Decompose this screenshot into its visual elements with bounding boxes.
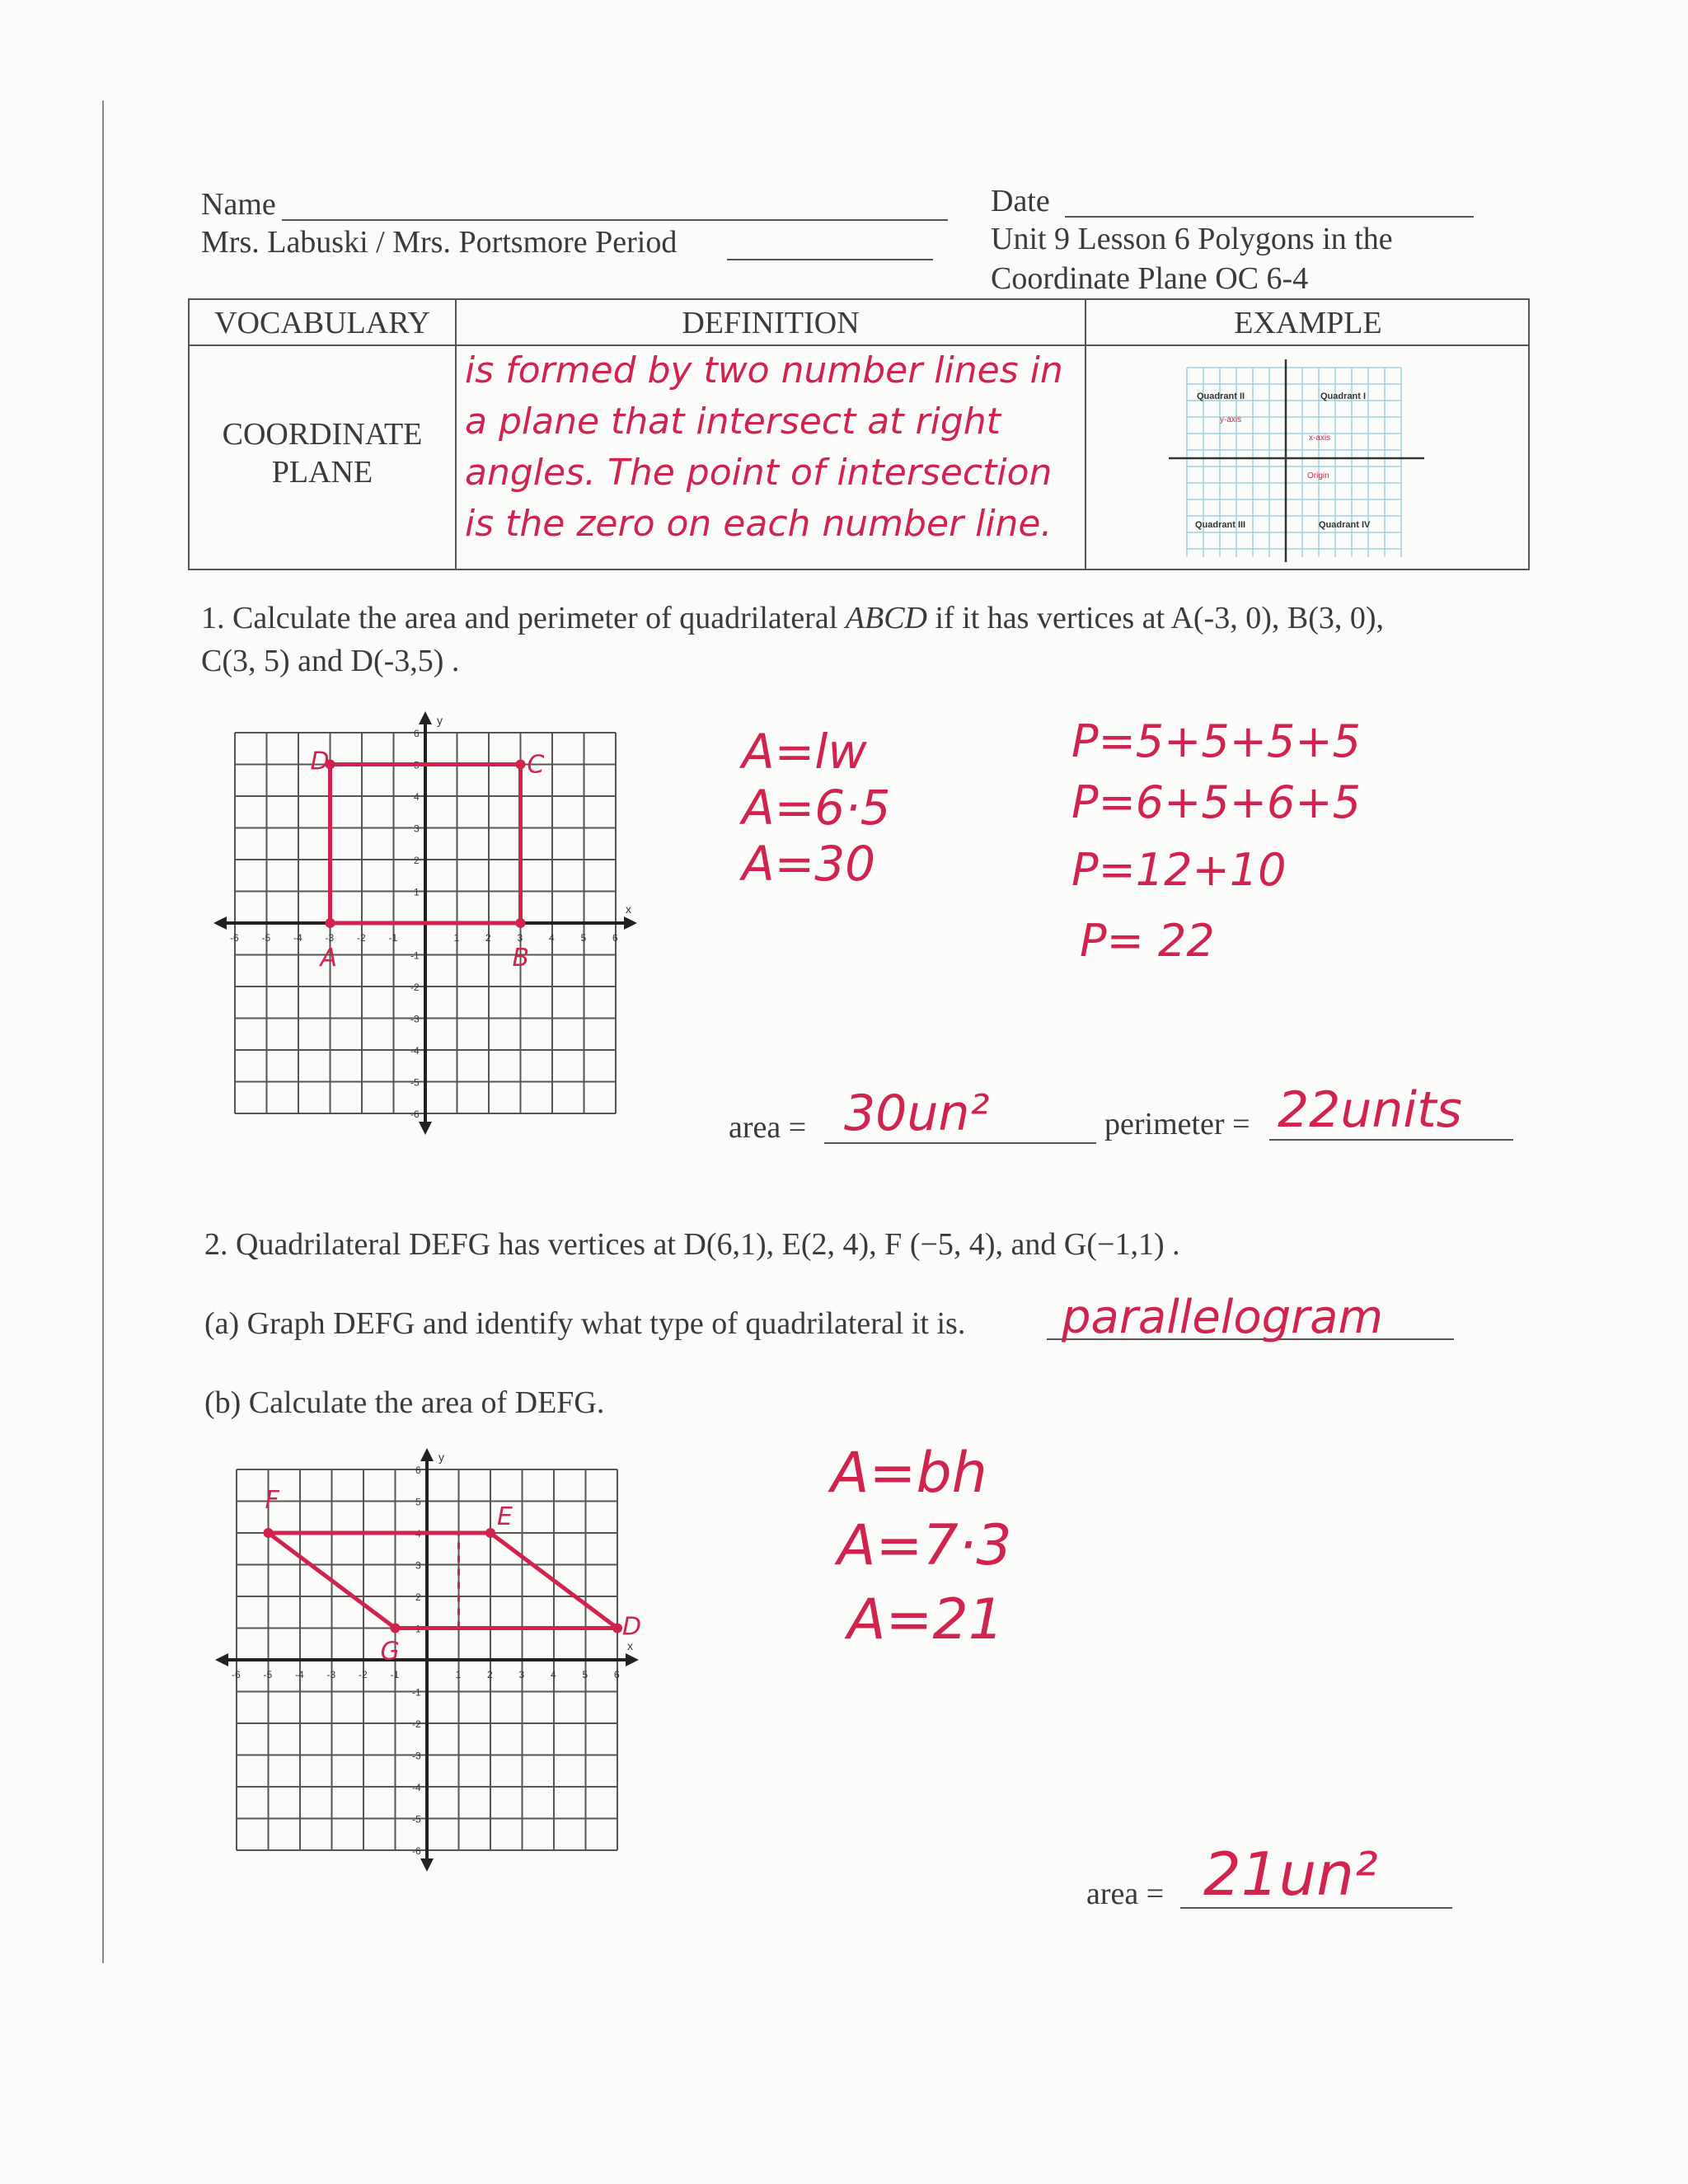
teachers-period: Mrs. Labuski / Mrs. Portsmore Period bbox=[201, 225, 678, 260]
area-work-line: A=21 bbox=[847, 1587, 1005, 1652]
x-tick-label: 6 bbox=[612, 932, 618, 944]
perimeter-label: perimeter = bbox=[1104, 1107, 1250, 1141]
example-x-axis-label: x-axis bbox=[1309, 434, 1331, 443]
vertex-point bbox=[516, 918, 526, 928]
x-tick-label: -6 bbox=[230, 932, 239, 944]
definition-line: is formed by two number lines in bbox=[465, 349, 1063, 391]
x-tick-label: 1 bbox=[453, 932, 460, 944]
area-work-line: A=lw bbox=[742, 724, 867, 780]
vertex-label-e: E bbox=[497, 1502, 513, 1531]
y-tick-label: 5 bbox=[415, 1496, 421, 1508]
vertex-label-d: D bbox=[622, 1612, 642, 1642]
vocabulary-table bbox=[188, 298, 1530, 570]
vertex-point bbox=[326, 918, 335, 928]
term-line: COORDINATE bbox=[222, 417, 423, 452]
y-tick-label: 1 bbox=[414, 886, 420, 898]
term-line: PLANE bbox=[271, 455, 373, 490]
problem2-stem: 2. Quadrilateral DEFG has vertices at D(6,1), E(2, 4), F (−5, 4), and G(−1,1) . bbox=[204, 1227, 1180, 1262]
y-tick-label: -4 bbox=[410, 1045, 420, 1057]
y-axis-arrow bbox=[420, 1448, 434, 1461]
y-tick-label: 6 bbox=[415, 1465, 421, 1476]
quadrilateral-defg bbox=[269, 1533, 618, 1629]
y-tick-label: 6 bbox=[414, 728, 420, 739]
problem2-part-b: (b) Calculate the area of DEFG. bbox=[204, 1385, 605, 1420]
example-q1: Quadrant I bbox=[1320, 391, 1367, 401]
area-work-line: A=6·5 bbox=[742, 780, 891, 836]
problem1-text-line2: C(3, 5) and D(-3,5) . bbox=[201, 644, 460, 678]
x-tick-label: 6 bbox=[614, 1669, 620, 1680]
y-tick-label: 3 bbox=[415, 1559, 421, 1572]
x-axis-arrow bbox=[215, 1653, 228, 1666]
period-field[interactable] bbox=[727, 259, 933, 260]
vertex-label-d: D bbox=[310, 747, 330, 776]
shape-name: ABCD bbox=[845, 601, 927, 635]
vocab-term bbox=[190, 415, 455, 491]
vertex-point bbox=[612, 1624, 622, 1633]
x-axis-label: x bbox=[627, 1639, 633, 1652]
y-tick-label: 1 bbox=[415, 1623, 421, 1635]
quad-type-answer: parallelogram bbox=[1062, 1291, 1384, 1344]
problem-number: 1. bbox=[201, 601, 225, 635]
y-tick-label: -6 bbox=[410, 1108, 420, 1120]
vertex-point bbox=[485, 1528, 495, 1538]
y-tick-label: -1 bbox=[412, 1686, 421, 1699]
y-tick-label: 5 bbox=[414, 759, 420, 771]
y-tick-label: -1 bbox=[410, 949, 420, 962]
col-header-vocabulary: VOCABULARY bbox=[214, 306, 430, 340]
perimeter-work-line: P=5+5+5+5 bbox=[1071, 715, 1361, 767]
x-tick-label: -2 bbox=[357, 932, 366, 944]
coordinate-plane-example bbox=[1162, 354, 1434, 565]
x-tick-label: 5 bbox=[582, 1669, 588, 1680]
y-tick-label: -5 bbox=[412, 1813, 421, 1825]
area-answer: 21un² bbox=[1203, 1840, 1378, 1909]
y-tick-label: -2 bbox=[412, 1718, 421, 1730]
x-tick-label: -1 bbox=[390, 1669, 400, 1680]
area-work-line: A=7·3 bbox=[837, 1513, 1012, 1578]
area-answer: 30un² bbox=[844, 1085, 990, 1142]
area-answer-field[interactable] bbox=[824, 1142, 1096, 1144]
vertex-label-b: B bbox=[512, 944, 530, 972]
y-tick-label: -2 bbox=[410, 982, 420, 993]
name-field[interactable] bbox=[282, 219, 948, 221]
x-tick-label: -3 bbox=[326, 1669, 336, 1680]
perimeter-work-line: P= 22 bbox=[1080, 915, 1215, 967]
vertex-label-a: A bbox=[320, 944, 338, 972]
problem2-coordinate-grid bbox=[214, 1437, 659, 1882]
vertex-point bbox=[391, 1624, 401, 1633]
x-tick-label: -4 bbox=[293, 932, 302, 944]
x-tick-label: 5 bbox=[580, 932, 587, 944]
area-work-line: A=30 bbox=[742, 836, 876, 892]
example-y-axis-label: y-axis bbox=[1220, 415, 1242, 424]
table-header-divider bbox=[190, 344, 1528, 346]
problem-text: Calculate the area and perimeter of quadrilateral bbox=[232, 601, 846, 635]
x-tick-label: -4 bbox=[295, 1669, 304, 1680]
definition-line: a plane that intersect at right bbox=[465, 401, 1001, 443]
x-tick-label: 1 bbox=[455, 1669, 462, 1680]
problem-text: if it has vertices at bbox=[926, 601, 1171, 635]
y-tick-label: -5 bbox=[410, 1076, 420, 1089]
x-axis-arrow bbox=[624, 916, 637, 930]
x-tick-label: -5 bbox=[261, 932, 271, 944]
y-tick-label: -3 bbox=[410, 1013, 420, 1025]
x-tick-label: -5 bbox=[263, 1669, 273, 1680]
example-q3: Quadrant III bbox=[1195, 520, 1246, 530]
date-field[interactable] bbox=[1065, 216, 1474, 218]
y-tick-label: 4 bbox=[414, 791, 420, 803]
x-axis-arrow bbox=[213, 916, 227, 930]
y-axis-arrow bbox=[419, 1122, 432, 1135]
vertex-label-g: G bbox=[380, 1637, 400, 1666]
x-tick-label: -2 bbox=[359, 1669, 368, 1680]
y-axis-label: y bbox=[438, 1451, 444, 1464]
perimeter-answer-field[interactable] bbox=[1269, 1139, 1513, 1141]
y-tick-label: 4 bbox=[415, 1528, 421, 1540]
y-tick-label: -6 bbox=[412, 1845, 421, 1857]
problem1-coordinate-grid bbox=[211, 701, 656, 1146]
perimeter-work-line: P=6+5+6+5 bbox=[1071, 776, 1361, 828]
definition-line: is the zero on each number line. bbox=[465, 503, 1053, 545]
y-tick-label: 2 bbox=[414, 855, 420, 866]
col-header-definition: DEFINITION bbox=[682, 306, 860, 340]
x-tick-label: 3 bbox=[518, 1669, 525, 1680]
date-label: Date bbox=[991, 184, 1050, 218]
x-tick-label: -6 bbox=[232, 1669, 241, 1680]
name-label: Name bbox=[201, 187, 276, 222]
x-tick-label: 2 bbox=[487, 1669, 493, 1680]
unit-title-line1: Unit 9 Lesson 6 Polygons in the bbox=[991, 222, 1393, 256]
y-tick-label: 2 bbox=[415, 1591, 421, 1603]
x-axis-label: x bbox=[626, 902, 631, 916]
vertex-label-f: F bbox=[265, 1486, 279, 1515]
x-tick-label: 3 bbox=[517, 932, 523, 944]
x-axis-arrow bbox=[626, 1653, 639, 1666]
example-origin-label: Origin bbox=[1307, 471, 1329, 480]
vertex-label-c: C bbox=[527, 750, 545, 780]
x-tick-label: -3 bbox=[325, 932, 335, 944]
definition-line: angles. The point of intersection bbox=[465, 452, 1053, 494]
vertex-point bbox=[516, 760, 526, 770]
area-label: area = bbox=[729, 1110, 807, 1145]
y-axis-arrow bbox=[419, 711, 432, 724]
y-tick-label: -4 bbox=[412, 1782, 421, 1793]
problem2-part-a: (a) Graph DEFG and identify what type of quadrilateral it is. bbox=[204, 1306, 966, 1341]
y-axis-label: y bbox=[437, 714, 443, 727]
area-label: area = bbox=[1086, 1877, 1165, 1911]
x-tick-label: 2 bbox=[485, 932, 491, 944]
problem1-text-line1 bbox=[201, 600, 1384, 636]
col-header-example: EXAMPLE bbox=[1234, 306, 1382, 340]
unit-title-line2: Coordinate Plane OC 6-4 bbox=[991, 261, 1309, 296]
y-tick-label: 3 bbox=[414, 823, 420, 835]
example-q2: Quadrant II bbox=[1197, 391, 1245, 401]
vertices: A(-3, 0), B(3, 0), bbox=[1170, 601, 1385, 635]
perimeter-work-line: P=12+10 bbox=[1071, 844, 1287, 896]
y-axis-arrow bbox=[420, 1858, 434, 1872]
area-work-line: A=bh bbox=[831, 1441, 987, 1506]
page-left-edge bbox=[102, 101, 104, 1963]
y-tick-label: -3 bbox=[412, 1750, 421, 1762]
x-tick-label: -1 bbox=[388, 932, 398, 944]
x-tick-label: 4 bbox=[549, 932, 555, 944]
x-tick-label: 4 bbox=[551, 1669, 556, 1680]
vertex-point bbox=[264, 1528, 274, 1538]
perimeter-answer: 22units bbox=[1278, 1081, 1462, 1139]
example-q4: Quadrant IV bbox=[1319, 520, 1371, 530]
